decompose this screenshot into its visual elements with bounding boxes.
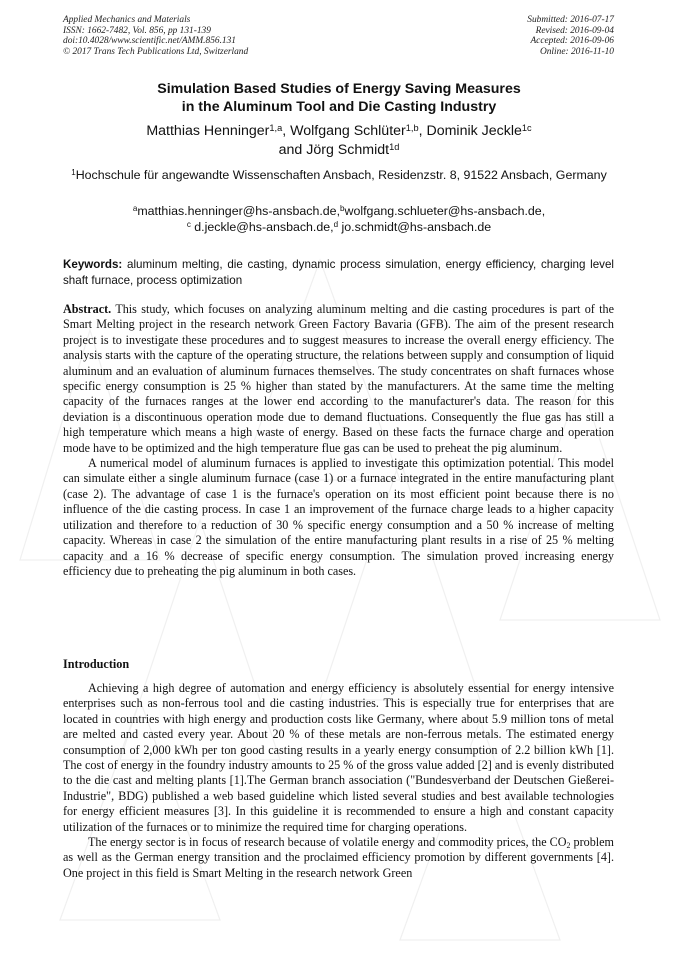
email-address[interactable]: d.jeckle@hs-ansbach.de, bbox=[190, 219, 334, 234]
subscript: 2 bbox=[566, 841, 571, 851]
journal-info bbox=[63, 15, 248, 57]
revised-date: Revised: 2016-09-04 bbox=[535, 25, 614, 36]
introduction-body bbox=[63, 681, 614, 881]
introduction-paragraph-1: Achieving a high degree of automation and energy efficiency is absolutely essential for energy intensive enterprises such as non-ferrous tool and die casting industries. This is especially true for enterprises that are located in countries with high energy and production costs like Germany, where about 5.9 million tons of metal are melted and casted every year. About 20 % of these metals are non-ferrous metals. The estimated energy consumption of 2,000 kWh per ton good casting results in a yearly energy consumption of 2.2 billion kWh [1]. The cost of energy in the foundry industry amounts to 25 % of the gross value added [2] and is evenly distributed to the die cast and melting plants [1].The German branch association ("Bundesverband der Deutschen Gießerei-Industrie", BDG) published a web based guideline which listed several studies and best available technologies for energy efficient measures [3]. In this guideline it is recommended to ensure a high and constant capacity utilization of the furnaces or to minimize the required time for charging operations. bbox=[63, 681, 614, 834]
email-address[interactable]: jo.schmidt@hs-ansbach.de bbox=[338, 219, 492, 234]
submitted-date: Submitted: 2016-07-17 bbox=[527, 15, 614, 25]
author-name: and Jörg Schmidt bbox=[278, 142, 390, 158]
keywords bbox=[63, 257, 614, 288]
paper-title bbox=[60, 80, 618, 116]
abstract bbox=[63, 302, 614, 579]
title-line-1: Simulation Based Studies of Energy Saving Measures bbox=[157, 81, 521, 97]
author-list bbox=[60, 122, 618, 160]
doi: doi:10.4028/www.scientific.net/AMM.856.131 bbox=[63, 36, 236, 47]
title-line-2: in the Aluminum Tool and Die Casting Industry bbox=[181, 99, 497, 115]
email-address[interactable]: wolfgang.schlueter@hs-ansbach.de, bbox=[344, 204, 546, 218]
abstract-label: Abstract. bbox=[63, 302, 112, 316]
author-name: Matthias Henninger bbox=[146, 123, 270, 139]
email-mark: a bbox=[132, 204, 138, 214]
paragraph-text: problem as well as the German energy transition and the proclaimed efficiency promotion by different governments [4]. One project in this field is Smart Melting in the research network Green bbox=[63, 835, 614, 880]
email-line-2 bbox=[60, 220, 618, 236]
email-mark: b bbox=[340, 204, 345, 214]
issn-volume: ISSN: 1662-7482, Vol. 856, pp 131-139 bbox=[63, 25, 211, 36]
author-affiliation-mark: 1d bbox=[389, 141, 400, 152]
journal-name: Applied Mechanics and Materials bbox=[63, 15, 191, 25]
author-affiliation-mark: 1c bbox=[521, 122, 532, 133]
author-name: , Wolfgang Schlüter bbox=[282, 123, 406, 139]
abstract-paragraph-2: A numerical model of aluminum furnaces is applied to investigate this optimization potential. This model can simulate either a single aluminum furnace (case 1) or a furnace integrated in the entire manufacturing plant (case 2). The advantage of case 1 is the furnace's operation on its most efficient point because there is no influence of the die casting process. In case 1 an improvement of the furnace charge leads to a higher capacity utilization and therefore to a reduction of 30 % specific energy consumption and a 50 % increase of melting capacity. Whereas in case 2 the simulation of the entire manufacturing plant results in a rise of 25 % melting capacity and a 16 % decrease of specific energy consumption. The simulation proved increasing energy efficiency due to preheating the pig aluminum in both cases. bbox=[63, 456, 614, 578]
email-mark: c bbox=[186, 219, 191, 229]
accepted-date: Accepted: 2016-09-06 bbox=[530, 36, 614, 47]
keywords-label: Keywords: bbox=[63, 258, 123, 271]
author-affiliation-mark: 1,b bbox=[405, 122, 419, 133]
keywords-text: aluminum melting, die casting, dynamic process simulation, energy efficiency, charging level shaft furnace, process optimization bbox=[63, 258, 614, 287]
author-name: , Dominik Jeckle bbox=[418, 123, 522, 139]
copyright: © 2017 Trans Tech Publications Ltd, Switzerland bbox=[63, 46, 249, 57]
abstract-paragraph-1 bbox=[63, 302, 614, 456]
author-affiliation-mark: 1,a bbox=[269, 122, 283, 133]
email-line-1 bbox=[60, 204, 618, 220]
introduction-paragraph-2 bbox=[63, 835, 614, 881]
affiliation-text: Hochschule für angewandte Wissenschaften Ansbach, Residenzstr. 8, 91522 Ansbach, Germany bbox=[75, 168, 607, 182]
author-emails bbox=[60, 204, 618, 235]
email-mark: d bbox=[333, 219, 339, 229]
author-line-2 bbox=[60, 141, 618, 160]
affiliation bbox=[60, 167, 618, 184]
email-address[interactable]: matthias.henninger@hs-ansbach.de, bbox=[137, 204, 341, 218]
author-line-1 bbox=[60, 122, 618, 141]
section-heading-introduction: Introduction bbox=[63, 657, 130, 671]
paragraph-text: The energy sector is in focus of research because of volatile energy and commodity prices, the CO bbox=[88, 835, 567, 850]
affiliation-mark: 1 bbox=[71, 168, 76, 178]
publication-dates bbox=[527, 15, 614, 57]
abstract-text: This study, which focuses on analyzing aluminum melting and die casting procedures is part of the Smart Melting project in the research network Green Factory Bavaria (GFB). The aim of the present research project is to investigate these procedures and to suggest measures to increase the overall energy efficiency. The analysis starts with the capture of the operating structure, the relations between supply and consumption of liquid aluminum and an evaluation of aluminum furnaces themselves. The study concentrates on shaft furnaces whose specific energy consumption is 25 % higher than stated by the manufacturers. At the same time the melting capacity of the furnaces ranges at the lower end according to the manufacturer's data. The reason for this deviation is a discontinuous operation mode due to demand fluctuations. Consequently the flue gas has still a high temperature which means a high waste of energy. Based on these facts the furnace charge and operation mode have to be optimized and the high temperature flue gas can be used to preheat the pig aluminum. bbox=[63, 302, 614, 455]
online-date: Online: 2016-11-10 bbox=[539, 46, 614, 57]
